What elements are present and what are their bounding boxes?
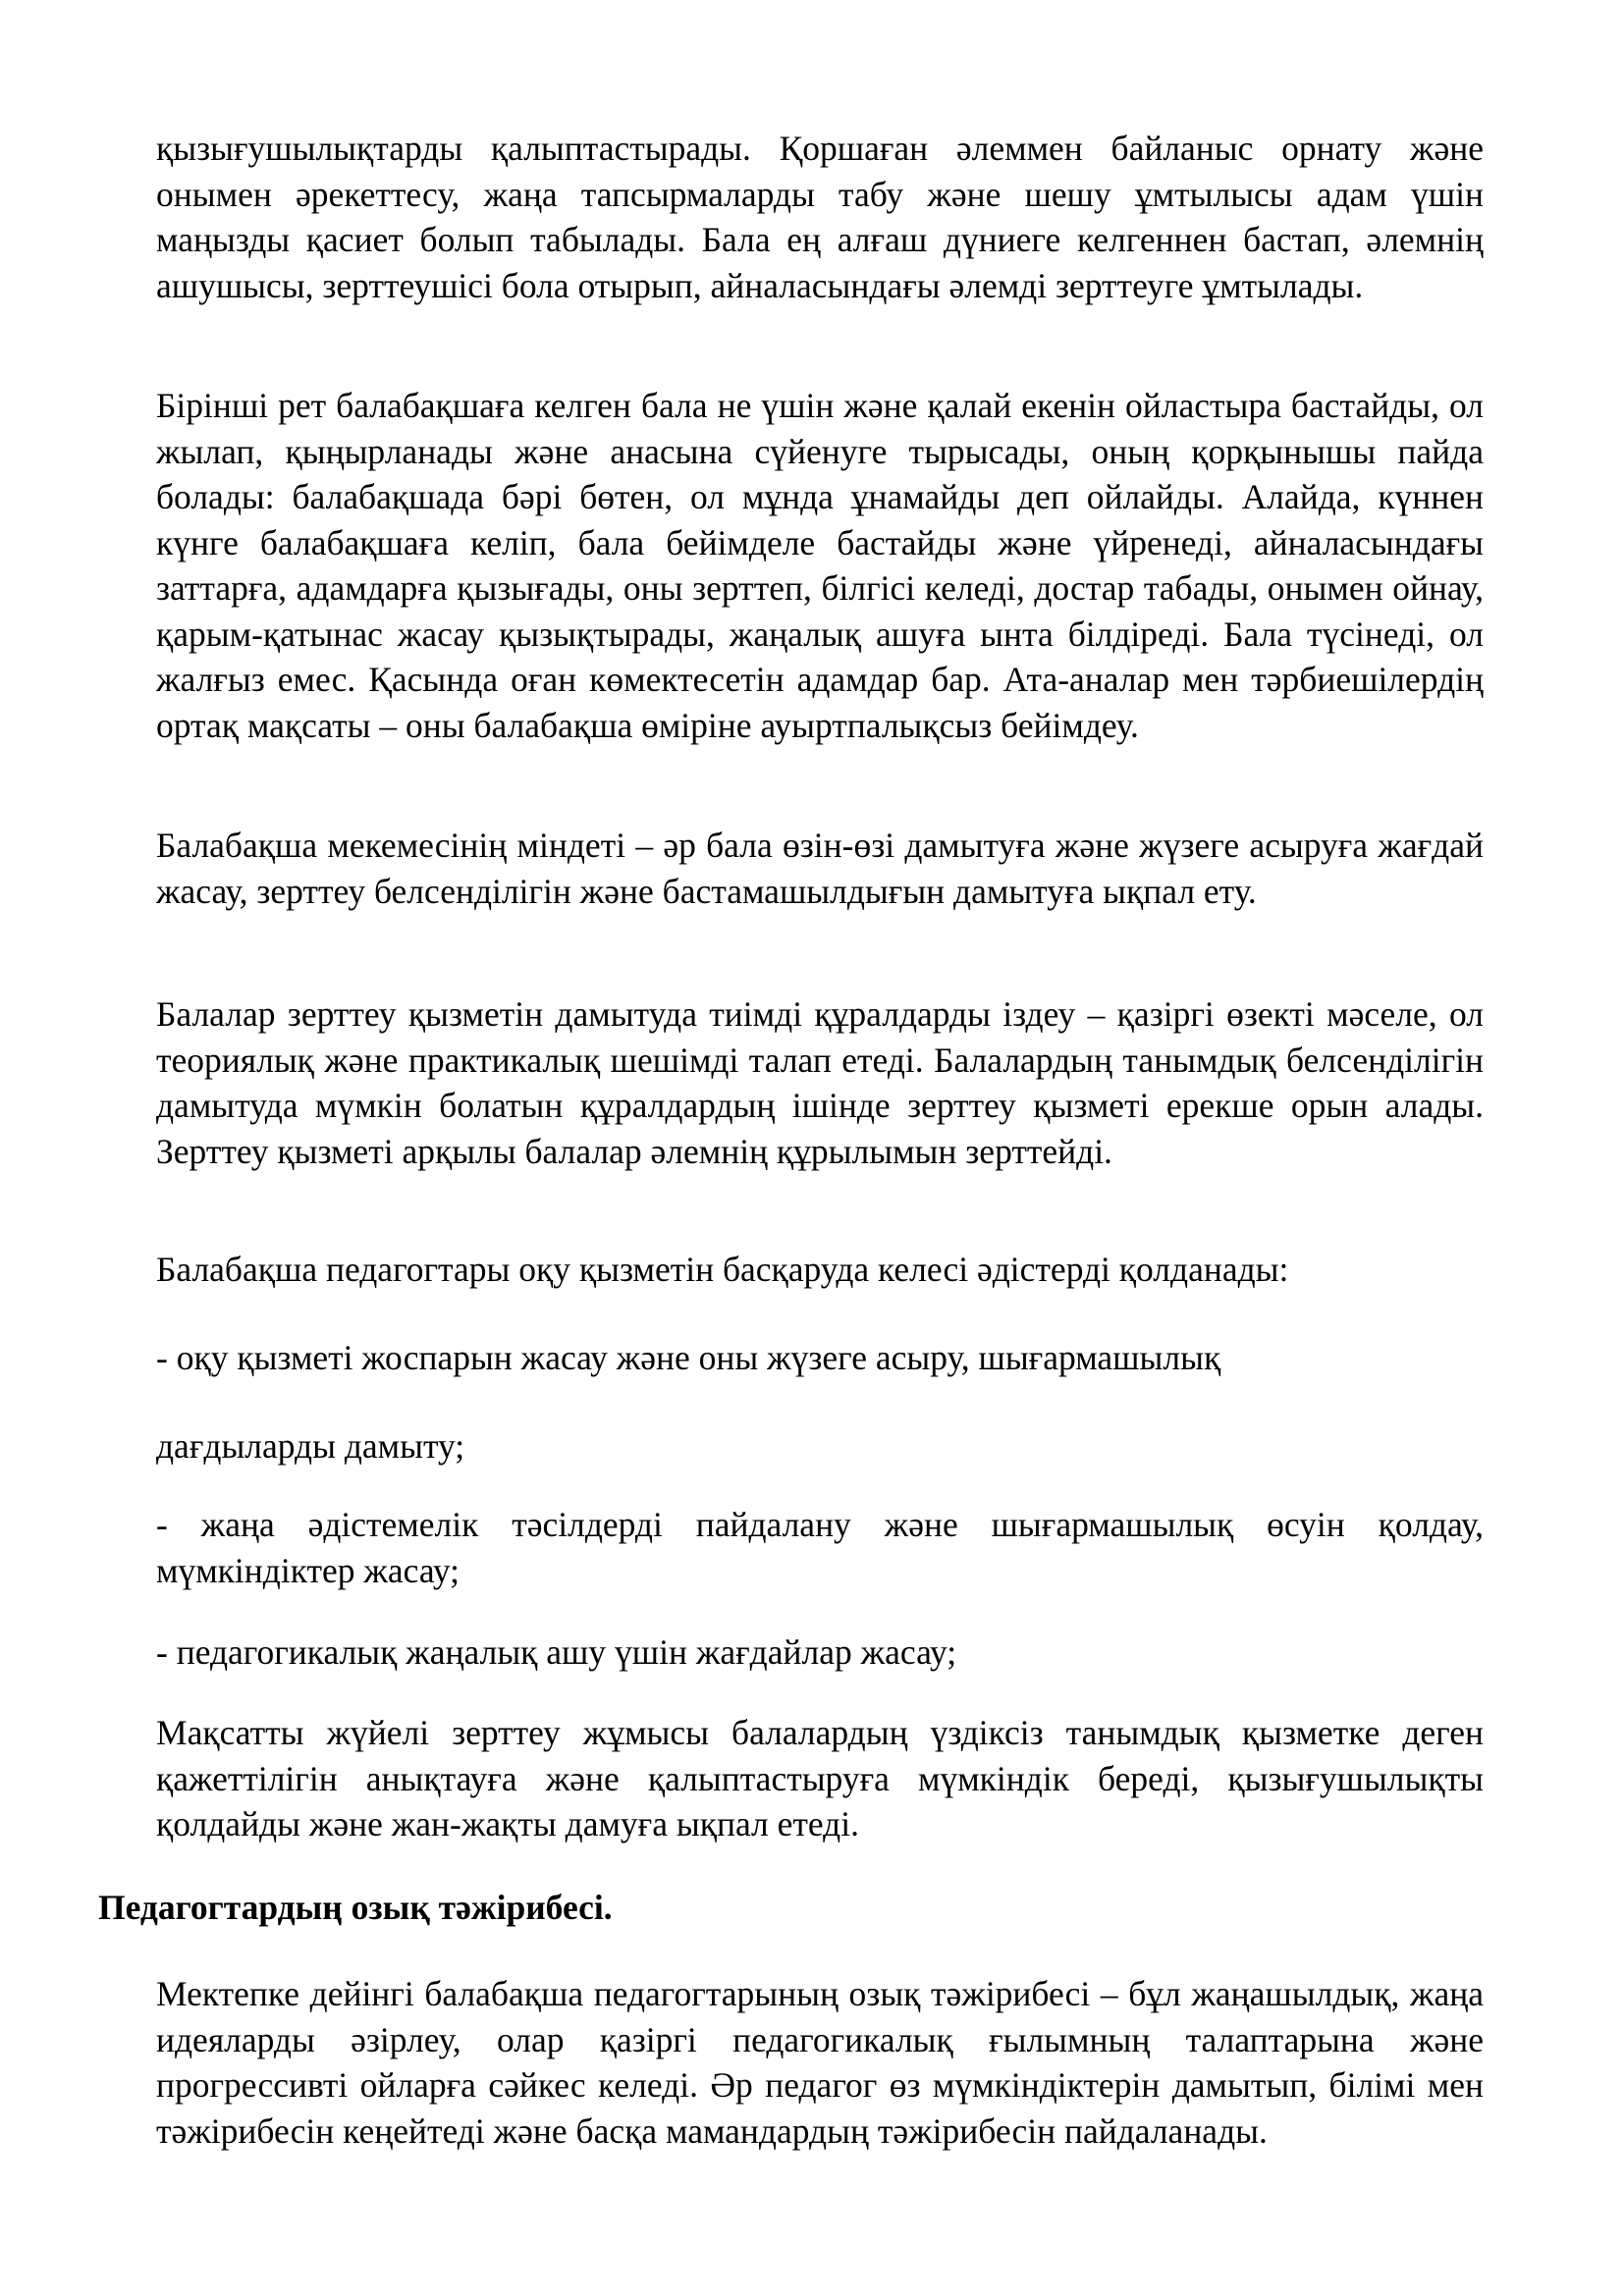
list-item-conditions: - педагогикалық жаңалық ашу үшін жағдайлар жасау; (156, 1632, 957, 1672)
list-item-plan-continued: дағдыларды дамыту; (156, 1426, 465, 1466)
paragraph-kindergarten-task: Балабақша мекемесінің міндеті – әр бала өзін-өзі дамытуға және жүзеге асыруға жағдай жасау, зерттеу белсенділігін және бастамашылдығын дамытуға ықпал ету. (156, 826, 1484, 911)
paragraph-best-practice: Мектепке дейінгі балабақша педагогтарының озық тәжірибесі – бұл жаңашылдық, жаңа идеяларды әзірлеу, олар қазіргі педагогикалық ғылымның талаптарына және прогрессивті ойларға сәйкес келеді. Әр педагог өз мүмкіндіктерін дамытып, білімі мен тәжірибесін кеңейтеді және басқа мамандардың тәжірибесін пайдаланады. (156, 1974, 1484, 2151)
paragraph-systematic-research: Мақсатты жүйелі зерттеу жұмысы балалардың үздіксіз танымдық қызметке деген қажеттілігін анықтауға және қалыптастыруға мүмкіндік береді, қызығушылықты қолдайды және жан-жақты дамуға ықпал етеді. (156, 1713, 1484, 1843)
paragraph-curiosity: қызығушылықтарды қалыптастырады. Қоршаған әлеммен байланыс орнату және онымен әрекеттесу, жаңа тапсырмаларды табу және шешу ұмтылысы адам үшін маңызды қасиет болып табылады. Бала ең алғаш дүниеге келгеннен бастап, әлемнің ашушысы, зерттеушісі бола отырып, айналасындағы әлемді зерттеуге ұмтылады. (156, 129, 1484, 305)
paragraph-methods-intro: Балабақша педагогтары оқу қызметін басқаруда келесі әдістерді қолданады: (156, 1250, 1289, 1289)
list-item-plan: - оқу қызметі жоспарын жасау және оны жүзеге асыру, шығармашылық (156, 1338, 1221, 1377)
list-item-new-methods: - жаңа әдістемелік тәсілдерді пайдалану және шығармашылық өсуін қолдау, мүмкіндіктер жасау; (156, 1505, 1484, 1590)
paragraph-research-activity: Балалар зерттеу қызметін дамытуда тиімді құралдарды іздеу – қазіргі өзекті мәселе, ол теориялық және практикалық шешімді талап етеді. Балалардың танымдық белсенділігін дамытуда мүмкін болатын құралдардың ішінде зерттеу қызметі ерекше орын алады. Зерттеу қызметі арқылы балалар әлемнің құрылымын зерттейді. (156, 994, 1484, 1171)
section-heading: Педагогтардың озық тәжірибесі. (98, 1888, 613, 1927)
paragraph-first-visit: Бірінші рет балабақшаға келген бала не үшін және қалай екенін ойластыра бастайды, ол жылап, қыңырланады және анасына сүйенуге тырысады, оның қорқынышы пайда болады: балабақшада бәрі бөтен, ол мұнда ұнамайды деп ойлайды. Алайда, күннен күнге балабақшаға келіп, бала бейімделе бастайды және үйренеді, айналасындағы заттарға, адамдарға қызығады, оны зерттеп, білгісі келеді, достар табады, онымен ойнау, қарым-қатынас жасау қызықтырады, жаңалық ашуға ынта білдіреді. Бала түсінеді, ол жалғыз емес. Қасында оған көмектесетін адамдар бар. Ата-аналар мен тәрбиешілердің ортақ мақсаты – оны балабақша өміріне ауыртпалықсыз бейімдеу. (156, 386, 1484, 745)
